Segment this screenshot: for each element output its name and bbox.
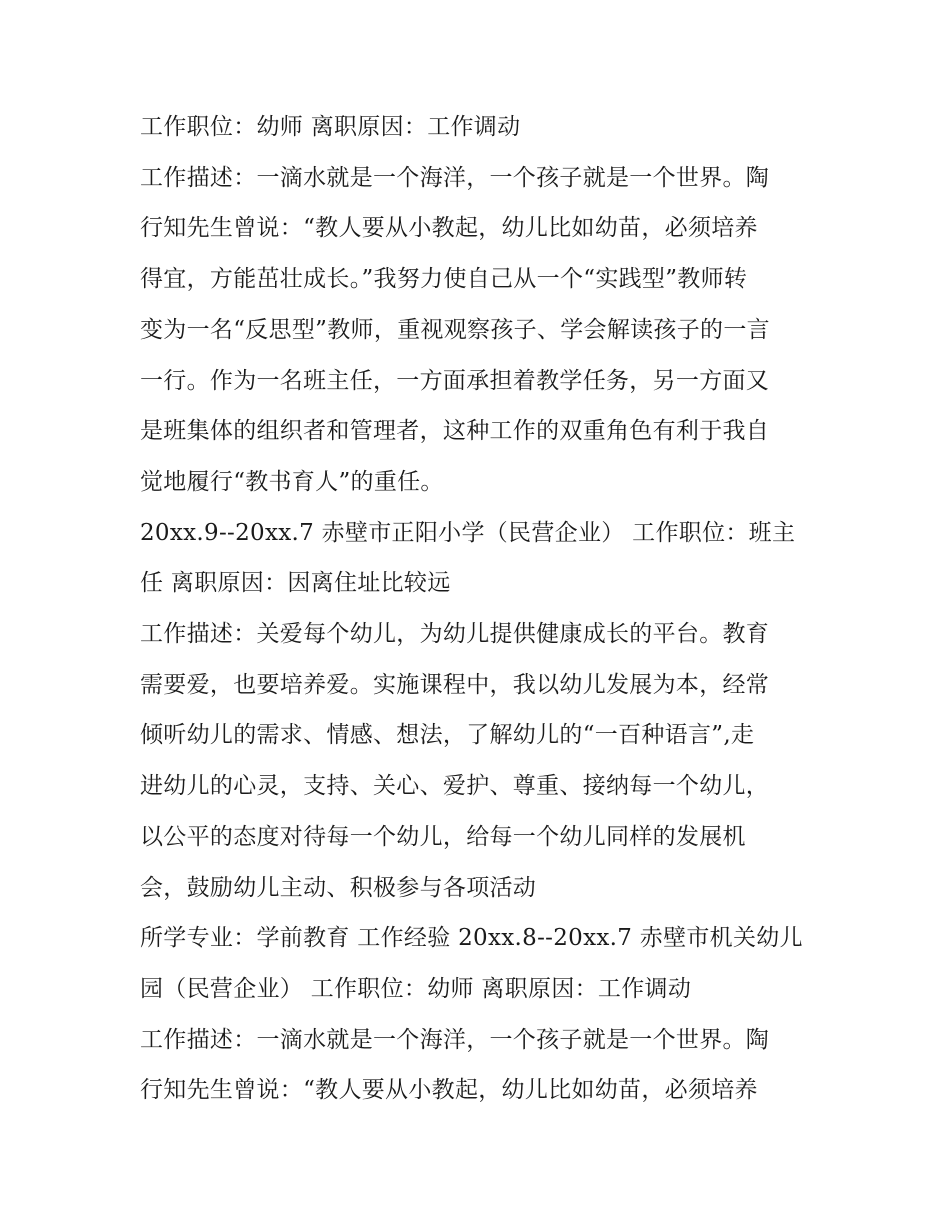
text-line: 需要爱，也要培养爱。实施课程中，我以幼儿发展为本，经常: [140, 671, 770, 698]
paragraph-job-description-3: [140, 1015, 820, 1116]
text-line: 一行。作为一名班主任，一方面承担着教学任务，另一方面又: [140, 367, 770, 394]
paragraph-job-description-1: [140, 153, 820, 508]
text-line: 倾听幼儿的需求、情感、想法，了解幼儿的“一百种语言”,走: [140, 722, 755, 749]
text-line: 任 离职原因：因离住址比较远: [140, 570, 451, 597]
text-line: 觉地履行“教书育人”的重任。: [140, 468, 444, 495]
text-line: 工作职位：幼师 离职原因：工作调动: [140, 114, 521, 140]
paragraph-work-experience-2: [140, 508, 820, 609]
text-line: 工作描述：一滴水就是一个海洋，一个孩子就是一个世界。陶: [140, 164, 770, 191]
paragraph-job-position-1: [140, 102, 820, 153]
paragraph-major-and-experience: [140, 913, 820, 1014]
text-line: 行知先生曾说：“教人要从小教起，幼儿比如幼苗，必须培养: [140, 215, 758, 242]
text-line: 20xx.9--20xx.7 赤壁市正阳小学（民营企业） 工作职位：班主: [140, 519, 796, 546]
text-line: 进幼儿的心灵，支持、关心、爱护、尊重、接纳每一个幼儿，: [140, 773, 770, 800]
text-line: 得宜，方能茁壮成长。”我努力使自己从一个“实践型”教师转: [140, 266, 748, 293]
text-line: 工作描述：一滴水就是一个海洋，一个孩子就是一个世界。陶: [140, 1026, 770, 1053]
text-line: 是班集体的组织者和管理者，这种工作的双重角色有利于我自: [140, 418, 770, 445]
text-line: 以公平的态度对待每一个幼儿，给每一个幼儿同样的发展机: [140, 823, 746, 850]
paragraph-job-description-2: [140, 609, 820, 913]
text-line: 变为一名“反思型”教师，重视观察孩子、学会解读孩子的一言: [140, 316, 770, 343]
text-line: 所学专业：学前教育 工作经验 20xx.8--20xx.7 赤壁市机关幼儿: [140, 925, 803, 952]
text-line: 行知先生曾说：“教人要从小教起，幼儿比如幼苗，必须培养: [140, 1077, 758, 1104]
document-body: [140, 102, 820, 1116]
text-line: 园（民营企业） 工作职位：幼师 离职原因：工作调动: [140, 975, 692, 1002]
text-line: 工作描述：关爱每个幼儿，为幼儿提供健康成长的平台。教育: [140, 621, 770, 648]
text-line: 会，鼓励幼儿主动、积极参与各项活动: [140, 874, 537, 901]
